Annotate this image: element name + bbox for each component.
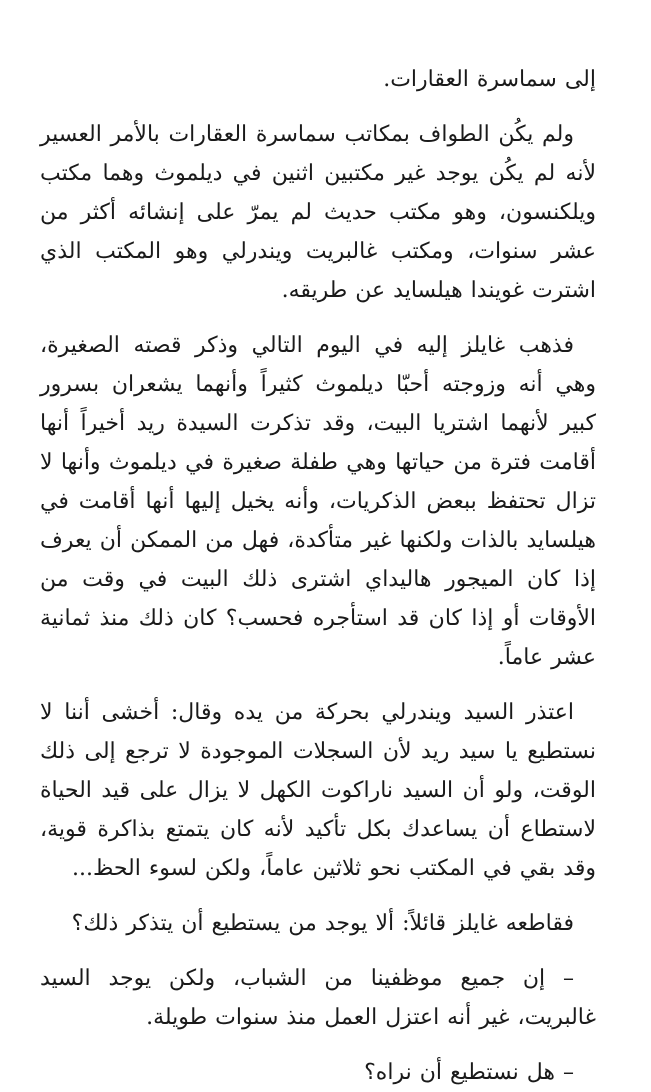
paragraph-7: – هل نستطيع أن نراه؟ xyxy=(364,1060,574,1085)
paragraph-3: فذهب غايلز إليه في اليوم التالي وذكر قصته الصغيرة، وهي أنه وزوجته أحبّا ديلموث كثيراً وأنهما يشعران بسرور كبير لأنهما اشتريا البيت، وقد تذكرت السيدة ريد أخيراً أنها أقامت فترة من حياتها وهي طفلة صغيرة في ديلموث وأنها لا تزال تحتفظ ببعض الذكريات، وأنه يخيل إليها أنها أقامت في هيلسايد بالذات ولكنها غير متأكدة، فهل من الممكن أن يعرف إذا كان الميجور هاليداي اشترى ذلك البيت في وقت من الأوقات أو إذا كان قد استأجره فحسب؟ كان ذلك منذ ثمانية عشر عاماً. xyxy=(40,333,596,670)
paragraph-1: إلى سماسرة العقارات. xyxy=(383,67,596,92)
paragraph-4: اعتذر السيد ويندرلي بحركة من يده وقال: أخشى أننا لا نستطيع يا سيد ريد لأن السجلات الموجودة لا ترجع إلى ذلك الوقت، ولو أن السيد ناراكوت الكهل لا يزال على قيد الحياة لاستطاع أن يساعدك بكل تأكيد لأنه كان يتمتع بذاكرة قوية، وقد بقي في المكتب نحو ثلاثين عاماً، ولكن لسوء الحظ... xyxy=(40,700,596,881)
paragraph-6: – إن جميع موظفينا من الشباب، ولكن يوجد السيد غالبريت، غير أنه اعتزل العمل منذ سنوات طويلة. xyxy=(40,966,596,1030)
paragraph-2: ولم يكُن الطواف بمكاتب سماسرة العقارات بالأمر العسير لأنه لم يكُن يوجد غير مكتبين اثنين في ديلموث وهما مكتب ويلكنسون، وهو مكتب حديث لم يمرّ على إنشائه أكثر من عشر سنوات، ومكتب غالبريت ويندرلي وهو المكتب الذي اشترت غويندا هيلسايد عن طريقه. xyxy=(40,122,596,303)
paragraph-5: فقاطعه غايلز قائلاً: ألا يوجد من يستطيع أن يتذكر ذلك؟ xyxy=(71,911,574,936)
